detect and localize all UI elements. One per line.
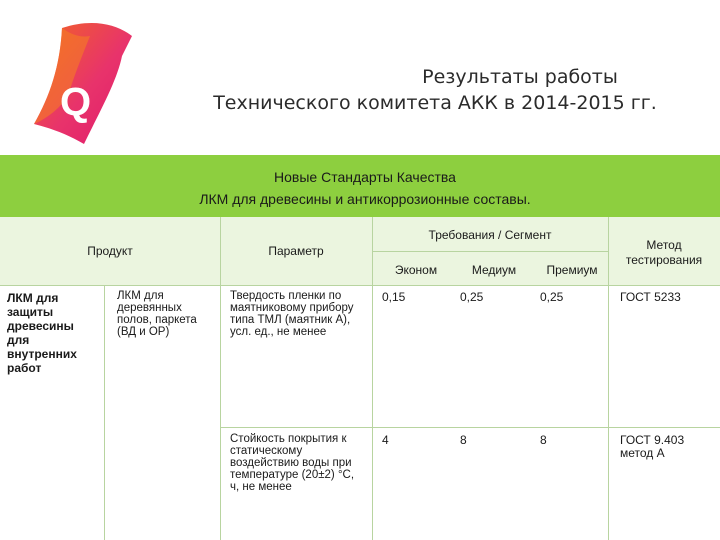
row2-method-line: метод А: [620, 446, 665, 460]
row2-parameter-line: воздействию воды при: [230, 457, 352, 469]
row2-econom: 4: [382, 433, 389, 447]
product-group-line: для: [7, 333, 30, 347]
title-line-1: Результаты работы: [422, 66, 618, 88]
row1-medium: 0,25: [460, 290, 484, 304]
row1-parameter-line: Твердость пленки по: [230, 290, 342, 302]
row1-parameter-line: усл. ед., не менее: [230, 326, 327, 338]
grid-line: [372, 251, 608, 252]
header-premium: Премиум: [546, 263, 598, 277]
row2-medium: 8: [460, 433, 467, 447]
product-group-line: защиты: [7, 305, 54, 319]
product-group-line: ЛКМ для: [7, 291, 59, 305]
product-sub-line: полов, паркета: [117, 314, 197, 326]
product-sub-line: ЛКМ для: [117, 290, 164, 302]
row1-method-line: ГОСТ 5233: [620, 290, 681, 304]
slide-title: [170, 64, 700, 116]
header-method-line-1: Метод: [646, 238, 682, 252]
standards-table: [0, 217, 720, 540]
grid-line: [0, 285, 720, 286]
row2-parameter-line: статическому: [230, 445, 303, 457]
banner-line-1: Новые Стандарты Качества: [274, 169, 456, 185]
product-sub-line: (ВД и ОР): [117, 326, 170, 338]
row2-parameter-line: Стойкость покрытия к: [230, 433, 347, 445]
subtitle-banner: [0, 155, 720, 217]
header-medium: Медиум: [471, 263, 517, 277]
row1-econom: 0,15: [382, 290, 406, 304]
header-method-line-2: тестирования: [625, 253, 703, 267]
grid-line: [104, 285, 105, 540]
logo-q-icon: [22, 16, 142, 148]
banner-line-2: ЛКМ для древесины и антикоррозионные составы.: [199, 191, 531, 207]
product-group-line: работ: [7, 361, 42, 375]
product-group-line: внутренних: [7, 347, 77, 361]
product-group-line: древесины: [7, 319, 74, 333]
row2-parameter-line: температуре (20±2) °С,: [230, 469, 355, 481]
header-econom: Эконом: [394, 263, 438, 277]
row1-parameter-line: типа ТМЛ (маятник А),: [230, 314, 351, 326]
header-requirements: Требования / Сегмент: [428, 228, 552, 242]
title-line-2: Технического комитета АКК в 2014-2015 гг.: [213, 92, 657, 114]
grid-line: [220, 285, 221, 540]
row2-method-line: ГОСТ 9.403: [620, 433, 685, 447]
grid-line: [220, 427, 720, 428]
row1-parameter-line: маятниковому прибору: [230, 302, 354, 314]
row2-parameter-line: ч, не менее: [230, 481, 292, 493]
product-sub-line: деревянных: [117, 302, 182, 314]
header-product: Продукт: [87, 244, 133, 258]
svg-text:Q: Q: [60, 80, 92, 124]
row1-premium: 0,25: [540, 290, 564, 304]
row2-premium: 8: [540, 433, 547, 447]
header-parameter: Параметр: [268, 244, 324, 258]
